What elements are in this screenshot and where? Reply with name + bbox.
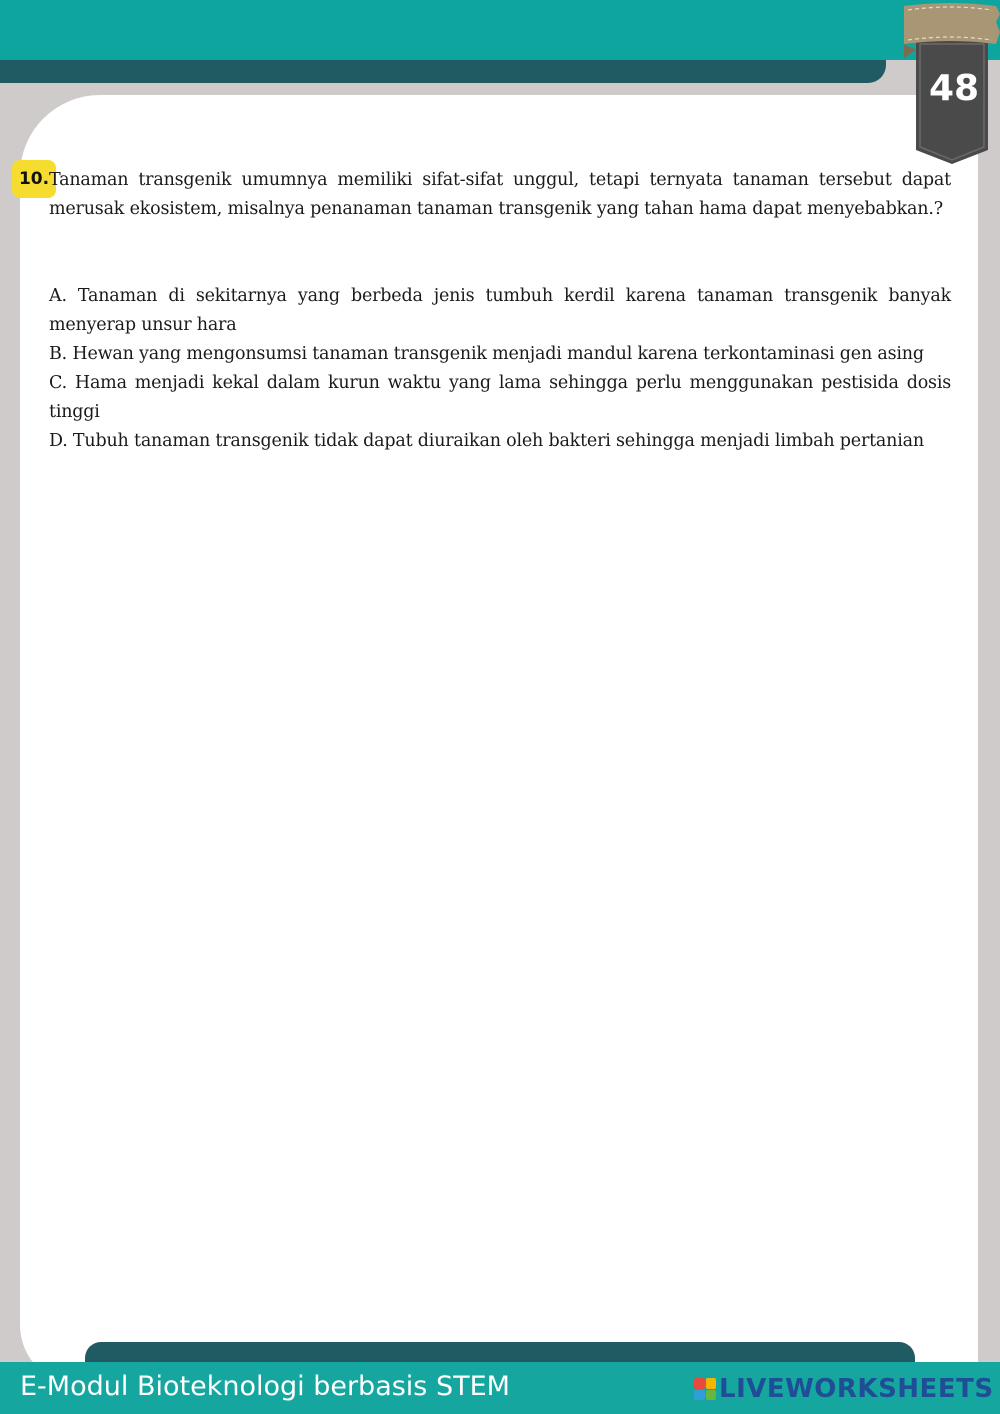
option-d[interactable]: D. Tubuh tanaman transgenik tidak dapat diuraikan oleh bakteri sehingga menjadi limbah pertanian <box>49 431 924 451</box>
option-b[interactable]: B. Hewan yang mengonsumsi tanaman transgenik menjadi mandul karena terkontaminasi gen asing <box>49 344 924 364</box>
question-text: Tanaman transgenik umumnya memiliki sifat-sifat unggul, tetapi ternyata tanaman tersebut dapat merusak ekosistem, misalnya penanaman tanaman transgenik yang tahan hama dapat menyebabkan.? <box>49 170 951 219</box>
footer-module-title: E-Modul Bioteknologi berbasis STEM <box>20 1371 510 1402</box>
question-number-badge: 10. <box>12 160 56 198</box>
option-c[interactable]: C. Hama menjadi kekal dalam kurun waktu yang lama sehingga perlu menggunakan pestisida dosis tinggi <box>49 373 951 422</box>
page-number: 48 <box>928 68 980 109</box>
header-accent-bar <box>0 60 886 83</box>
header-bar <box>0 0 1000 60</box>
liveworksheets-logo[interactable] <box>694 1374 994 1404</box>
answer-options <box>49 282 951 456</box>
liveworksheets-brand-text: LIVEWORKSHEETS <box>719 1374 994 1404</box>
option-a[interactable]: A. Tanaman di sekitarnya yang berbeda jenis tumbuh kerdil karena tanaman transgenik banyak menyerap unsur hara <box>49 286 951 335</box>
liveworksheets-logo-icon <box>694 1378 716 1400</box>
